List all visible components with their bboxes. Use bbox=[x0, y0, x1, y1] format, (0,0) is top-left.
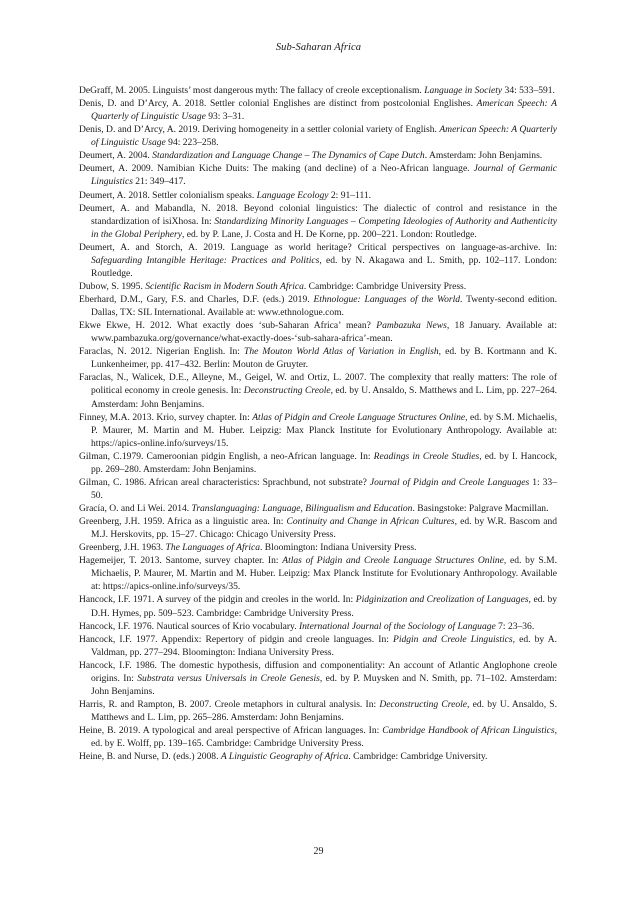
reference-title: Deconstructing Creole bbox=[243, 385, 331, 397]
page-number: 29 bbox=[313, 846, 324, 857]
reference-entry bbox=[79, 724, 557, 750]
reference-entry bbox=[79, 633, 557, 659]
reference-text: Deumert, A. and Storch, A. 2019. Language as world heritage? Critical perspectives on language-as-archive. In: bbox=[79, 241, 557, 253]
reference-title: Cambridge Handbook of African Linguistics bbox=[382, 725, 555, 737]
reference-details: . Cambridge: Cambridge University. bbox=[348, 751, 488, 763]
reference-title: Substrata versus Universals in Creole Genesis bbox=[137, 672, 320, 684]
reference-entry bbox=[79, 345, 557, 371]
reference-text: Hancock, I.F. 1977. Appendix: Repertory of pidgin and creole languages. In: bbox=[79, 633, 393, 645]
reference-details: 7: 23–36. bbox=[495, 620, 535, 632]
reference-text: Hancock, I.F. 1986. The domestic hypothesis, diffusion and componentiality: An account of Atlantic Anglophone creole origins. In: bbox=[79, 659, 557, 684]
reference-text: Deumert, A. 2009. Namibian Kiche Duits: The making (and decline) of a Neo-African language. bbox=[79, 163, 474, 175]
reference-details: , ed. by P. Lane, J. Costa and H. De Korne, pp. 200–221. London: Routledge. bbox=[181, 228, 477, 240]
reference-text: Faraclas, N., Walicek, D.E., Alleyne, M., Geigel, W. and Ortiz, L. 2007. The complexity that really matters: The role of political economy in creole genesis. In: bbox=[79, 372, 557, 397]
reference-title: Pidginization and Creolization of Languages bbox=[355, 594, 529, 606]
reference-title: Readings in Creole Studies bbox=[373, 450, 480, 462]
reference-details: , ed. by E. Wolff, pp. 139–165. Cambridge: Cambridge University Press. bbox=[91, 725, 557, 750]
reference-text: Harris, R. and Rampton, B. 2007. Creole metaphors in cultural analysis. In: bbox=[79, 698, 380, 710]
reference-title: Pambazuka News bbox=[376, 320, 447, 332]
reference-title: Language Ecology bbox=[256, 189, 329, 201]
reference-entry bbox=[79, 659, 557, 698]
reference-entry bbox=[79, 476, 557, 502]
reference-details: , 18 January. Available at: www.pambazuka.org/governance/what-exactly-does-‘sub-sahara-africa’-mean. bbox=[91, 320, 557, 345]
reference-details: , ed. by D.H. Hymes, pp. 509–523. Cambridge: Cambridge University Press. bbox=[91, 594, 558, 619]
reference-title: Translanguaging: Language, Bilingualism and Education bbox=[191, 503, 413, 514]
reference-entry bbox=[79, 84, 557, 97]
reference-entry bbox=[79, 280, 557, 293]
reference-entry bbox=[79, 371, 557, 410]
reference-entry bbox=[79, 411, 557, 450]
reference-entry bbox=[79, 241, 557, 280]
reference-title: Atlas of Pidgin and Creole Language Structures Online bbox=[282, 555, 504, 567]
reference-entry bbox=[79, 293, 557, 319]
reference-details: 94: 223–258. bbox=[165, 137, 219, 149]
reference-entry bbox=[79, 541, 557, 554]
reference-entry bbox=[79, 502, 557, 515]
reference-title: The Languages of Africa bbox=[165, 542, 261, 554]
reference-details: 93: 3–31. bbox=[205, 111, 245, 123]
reference-entry bbox=[79, 515, 557, 541]
reference-entry bbox=[79, 189, 557, 202]
reference-entry bbox=[79, 97, 557, 123]
reference-entry bbox=[79, 750, 557, 763]
reference-details: , ed. by A. Valdman, pp. 277–294. Bloomington: Indiana University Press. bbox=[91, 633, 557, 658]
reference-entry bbox=[79, 319, 557, 345]
reference-details: . Bloomington: Indiana University Press. bbox=[260, 542, 417, 554]
reference-details: . Basingstoke: Palgrave Macmillan. bbox=[412, 503, 549, 514]
reference-title: Language in Society bbox=[424, 85, 503, 96]
reference-title: American Speech: A Quarterly of Linguistic Usage bbox=[91, 98, 557, 123]
reference-text: Deumert, A. 2018. Settler colonialism speaks. bbox=[79, 189, 257, 201]
reference-title: Ethnologue: Languages of the World bbox=[313, 294, 461, 305]
reference-entry bbox=[79, 162, 557, 188]
reference-details: 2: 91–111. bbox=[328, 189, 372, 201]
reference-details: , ed. by U. Ansaldo, S. Matthews and L. Lim, pp. 265–286. Amsterdam: John Benjamins. bbox=[91, 698, 557, 723]
reference-details: . Amsterdam: John Benjamins. bbox=[424, 150, 543, 162]
reference-text: Ekwe Ekwe, H. 2012. What exactly does ‘sub-Saharan Africa’ mean? bbox=[79, 320, 377, 332]
reference-details: . Twenty-second edition. Dallas, TX: SIL International. Available at: www.ethnologue.com. bbox=[91, 294, 557, 319]
reference-details: . Cambridge: Cambridge University Press. bbox=[303, 280, 467, 292]
reference-title: Standardization and Language Change – The Dynamics of Cape Dutch bbox=[152, 150, 425, 162]
reference-text: Finney, M.A. 2013. Krio, survey chapter. In: bbox=[79, 411, 253, 423]
reference-text: Faraclas, N. 2012. Nigerian English. In: bbox=[79, 346, 245, 358]
reference-entry bbox=[79, 698, 557, 724]
reference-text: Hagemeijer, T. 2013. Santome, survey chapter. In: bbox=[79, 555, 283, 567]
reference-text: Heine, B. and Nurse, D. (eds.) 2008. bbox=[79, 751, 221, 763]
reference-entry bbox=[79, 554, 557, 593]
reference-list bbox=[79, 84, 557, 763]
reference-details: , ed. by P. Muysken and N. Smith, pp. 71–102. Amsterdam: John Benjamins. bbox=[91, 672, 558, 697]
reference-text: Hancock, I.F. 1971. A survey of the pidgin and creoles in the world. In: bbox=[79, 594, 356, 606]
reference-title: Continuity and Change in African Cultures bbox=[286, 516, 455, 528]
reference-text: Eberhard, D.M., Gary, F.S. and Charles, D.F. (eds.) 2019. bbox=[79, 294, 314, 305]
reference-text: Deumert, A. 2004. bbox=[79, 150, 153, 162]
reference-details: 34: 533–591. bbox=[502, 85, 555, 96]
reference-text: Denis, D. and D’Arcy, A. 2019. Deriving homogeneity in a settler colonial variety of English. bbox=[79, 124, 440, 136]
running-head: Sub-Saharan Africa bbox=[275, 42, 362, 53]
reference-details: , ed. by W.R. Bascom and M.J. Herskovits, pp. 15–27. Chicago: Chicago University Press. bbox=[91, 516, 557, 541]
reference-details: 1: 33–50. bbox=[91, 476, 557, 501]
reference-text: Denis, D. and D’Arcy, A. 2018. Settler colonial Englishes are distinct from postcolonial Englishes. bbox=[79, 98, 477, 110]
reference-title: A Linguistic Geography of Africa bbox=[220, 751, 349, 763]
reference-text: Hancock, I.F. 1976. Nautical sources of Krio vocabulary. bbox=[79, 620, 299, 632]
reference-text: Gilman, C. 1986. African areal characteristics: Sprachbund, not substrate? bbox=[79, 476, 370, 488]
reference-title: Safeguarding Intangible Heritage: Practices and Politics bbox=[91, 254, 320, 266]
reference-details: , ed. by N. Akagawa and L. Smith, pp. 102–117. London: Routledge. bbox=[91, 254, 558, 279]
reference-title: Journal of Pidgin and Creole Languages bbox=[369, 476, 530, 488]
reference-title: Pidgin and Creole Linguistics bbox=[392, 633, 513, 645]
reference-title: Deconstructing Creole bbox=[379, 698, 468, 710]
reference-entry bbox=[79, 123, 557, 149]
reference-details: , ed. by S.M. Michaelis, P. Maurer, M. Martin and M. Huber. Leipzig: Max Planck Institute for Evolutionary Anthropology. Available at: https://apics-online.info/surveys/35. bbox=[91, 555, 557, 593]
reference-entry bbox=[79, 450, 557, 476]
reference-details: , ed. by I. Hancock, pp. 269–280. Amsterdam: John Benjamins. bbox=[91, 450, 557, 475]
reference-details: , ed. by S.M. Michaelis, P. Maurer, M. Martin and M. Huber. Leipzig: Max Planck Institute for Evolutionary Anthropology. Available at: https://apics-online.info/surveys/15. bbox=[91, 411, 558, 449]
reference-title: The Mouton World Atlas of Variation in English bbox=[244, 346, 439, 358]
reference-title: American Speech: A Quarterly of Linguistic Usage bbox=[91, 124, 557, 149]
reference-title: Standardizing Minority Languages – Competing Ideologies of Authority and Authenticity in the Global Periphery bbox=[91, 215, 557, 240]
reference-title: Journal of Germanic Linguistics bbox=[91, 163, 557, 188]
reference-text: Dubow, S. 1995. bbox=[79, 280, 146, 292]
reference-entry bbox=[79, 149, 557, 162]
reference-title: Atlas of Pidgin and Creole Language Structures Online bbox=[252, 411, 466, 423]
reference-text: Gilman, C.1979. Cameroonian pidgin English, a neo-African language. In: bbox=[79, 450, 374, 462]
reference-title: International Journal of the Sociology of Language bbox=[298, 620, 496, 632]
reference-text: Greenberg, J.H. 1959. Africa as a linguistic area. In: bbox=[79, 516, 287, 528]
reference-text: Deumert, A. and Mabandla, N. 2018. Beyond colonial linguistics: The dialectic of control and resistance in the standardization of isiXhosa. In: bbox=[79, 202, 557, 227]
reference-entry bbox=[79, 593, 557, 619]
reference-title: Scientific Racism in Modern South Africa bbox=[145, 280, 304, 292]
reference-text: Greenberg, J.H. 1963. bbox=[79, 542, 166, 554]
reference-entry bbox=[79, 202, 557, 241]
reference-details: , ed. by U. Ansaldo, S. Matthews and L. Lim, pp. 227–264. Amsterdam: John Benjamins. bbox=[91, 385, 557, 410]
reference-entry bbox=[79, 620, 557, 633]
reference-text: Heine, B. 2019. A typological and areal perspective of African languages. In: bbox=[79, 725, 383, 737]
reference-text: Gracía, O. and Li Wei. 2014. bbox=[79, 503, 192, 514]
reference-details: , ed. by B. Kortmann and K. Lunkenheimer, pp. 417–432. Berlin: Mouton de Gruyter. bbox=[91, 346, 558, 371]
reference-details: 21: 349–417. bbox=[132, 176, 186, 188]
reference-text: DeGraff, M. 2005. Linguists’ most dangerous myth: The fallacy of creole exceptionalism. bbox=[79, 85, 425, 96]
